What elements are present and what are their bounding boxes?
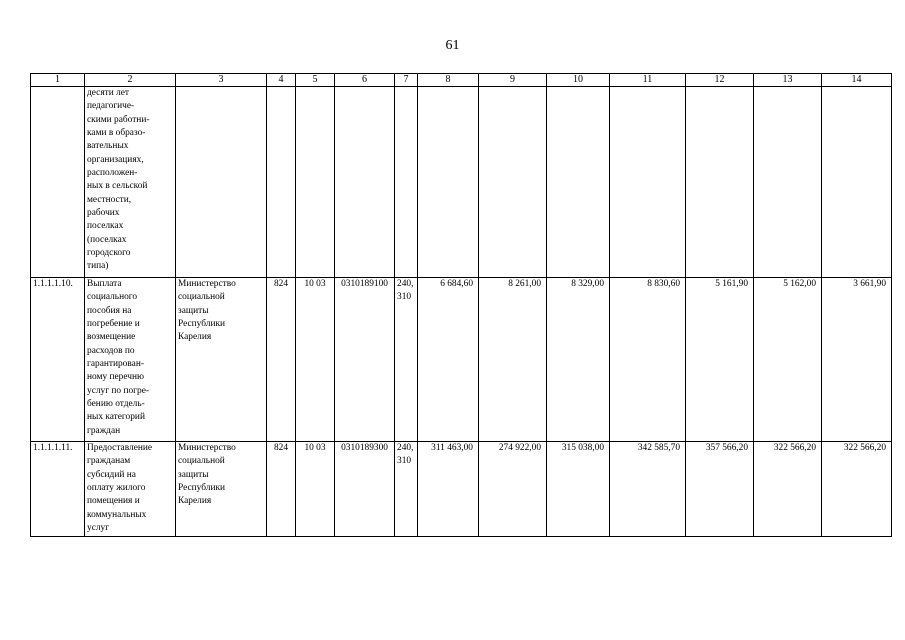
value-cell xyxy=(547,87,610,278)
value-cell: 274 922,00 xyxy=(479,442,547,537)
value-cell: 8 261,00 xyxy=(479,278,547,442)
rzpr-cell: 10 03 xyxy=(296,278,335,442)
value-cell xyxy=(822,87,892,278)
value-cell: 5 161,90 xyxy=(686,278,754,442)
row-name-cell: десяти лет педагогиче- скими работни- ками в образо- вательных организациях, расположен- ных в сельской местности, рабочих поселках (поселках городского типа) xyxy=(85,87,176,278)
table-row xyxy=(31,442,892,537)
value-cell: 8 329,00 xyxy=(547,278,610,442)
value-cell xyxy=(479,87,547,278)
vr-cell xyxy=(395,87,418,278)
grbs-cell xyxy=(267,87,296,278)
grbs-cell: 824 xyxy=(267,278,296,442)
row-name-cell: Предоставление гражданам субсидий на оплату жилого помещения и коммунальных услуг xyxy=(85,442,176,537)
csr-cell: 0310189300 xyxy=(335,442,395,537)
page-number: 61 xyxy=(445,38,460,53)
value-cell: 8 830,60 xyxy=(610,278,686,442)
csr-cell: 0310189100 xyxy=(335,278,395,442)
value-cell xyxy=(686,87,754,278)
value-cell: 311 463,00 xyxy=(418,442,479,537)
row-number-cell xyxy=(31,87,85,278)
rzpr-cell xyxy=(296,87,335,278)
vr-cell: 240, 310 xyxy=(395,442,418,537)
value-cell xyxy=(418,87,479,278)
grbs-cell: 824 xyxy=(267,442,296,537)
executor-cell xyxy=(176,87,267,278)
column-header: 8 xyxy=(418,74,479,87)
value-cell xyxy=(754,87,822,278)
value-cell: 342 585,70 xyxy=(610,442,686,537)
rzpr-cell: 10 03 xyxy=(296,442,335,537)
column-header: 4 xyxy=(267,74,296,87)
executor-cell: Министерство социальной защиты Республики Карелия xyxy=(176,442,267,537)
column-header: 9 xyxy=(479,74,547,87)
value-cell: 357 566,20 xyxy=(686,442,754,537)
executor-cell: Министерство социальной защиты Республики Карелия xyxy=(176,278,267,442)
column-header: 7 xyxy=(395,74,418,87)
table-row xyxy=(31,278,892,442)
value-cell: 6 684,60 xyxy=(418,278,479,442)
budget-table xyxy=(30,73,892,537)
table-header-row xyxy=(31,74,892,87)
column-header: 13 xyxy=(754,74,822,87)
column-header: 3 xyxy=(176,74,267,87)
vr-cell: 240, 310 xyxy=(395,278,418,442)
column-header: 10 xyxy=(547,74,610,87)
value-cell: 3 661,90 xyxy=(822,278,892,442)
column-header: 5 xyxy=(296,74,335,87)
value-cell: 315 038,00 xyxy=(547,442,610,537)
column-header: 1 xyxy=(31,74,85,87)
value-cell: 5 162,00 xyxy=(754,278,822,442)
column-header: 14 xyxy=(822,74,892,87)
table-row-continuation xyxy=(31,87,892,278)
row-name-cell: Выплата социального пособия на погребение и возмещение расходов по гарантирован- ному перечню услуг по погре- бению отдель- ных категорий граждан xyxy=(85,278,176,442)
value-cell: 322 566,20 xyxy=(754,442,822,537)
column-header: 6 xyxy=(335,74,395,87)
column-header: 2 xyxy=(85,74,176,87)
value-cell xyxy=(610,87,686,278)
column-header: 11 xyxy=(610,74,686,87)
csr-cell xyxy=(335,87,395,278)
column-header: 12 xyxy=(686,74,754,87)
row-number-cell: 1.1.1.1.10. xyxy=(31,278,85,442)
row-number-cell: 1.1.1.1.11. xyxy=(31,442,85,537)
value-cell: 322 566,20 xyxy=(822,442,892,537)
